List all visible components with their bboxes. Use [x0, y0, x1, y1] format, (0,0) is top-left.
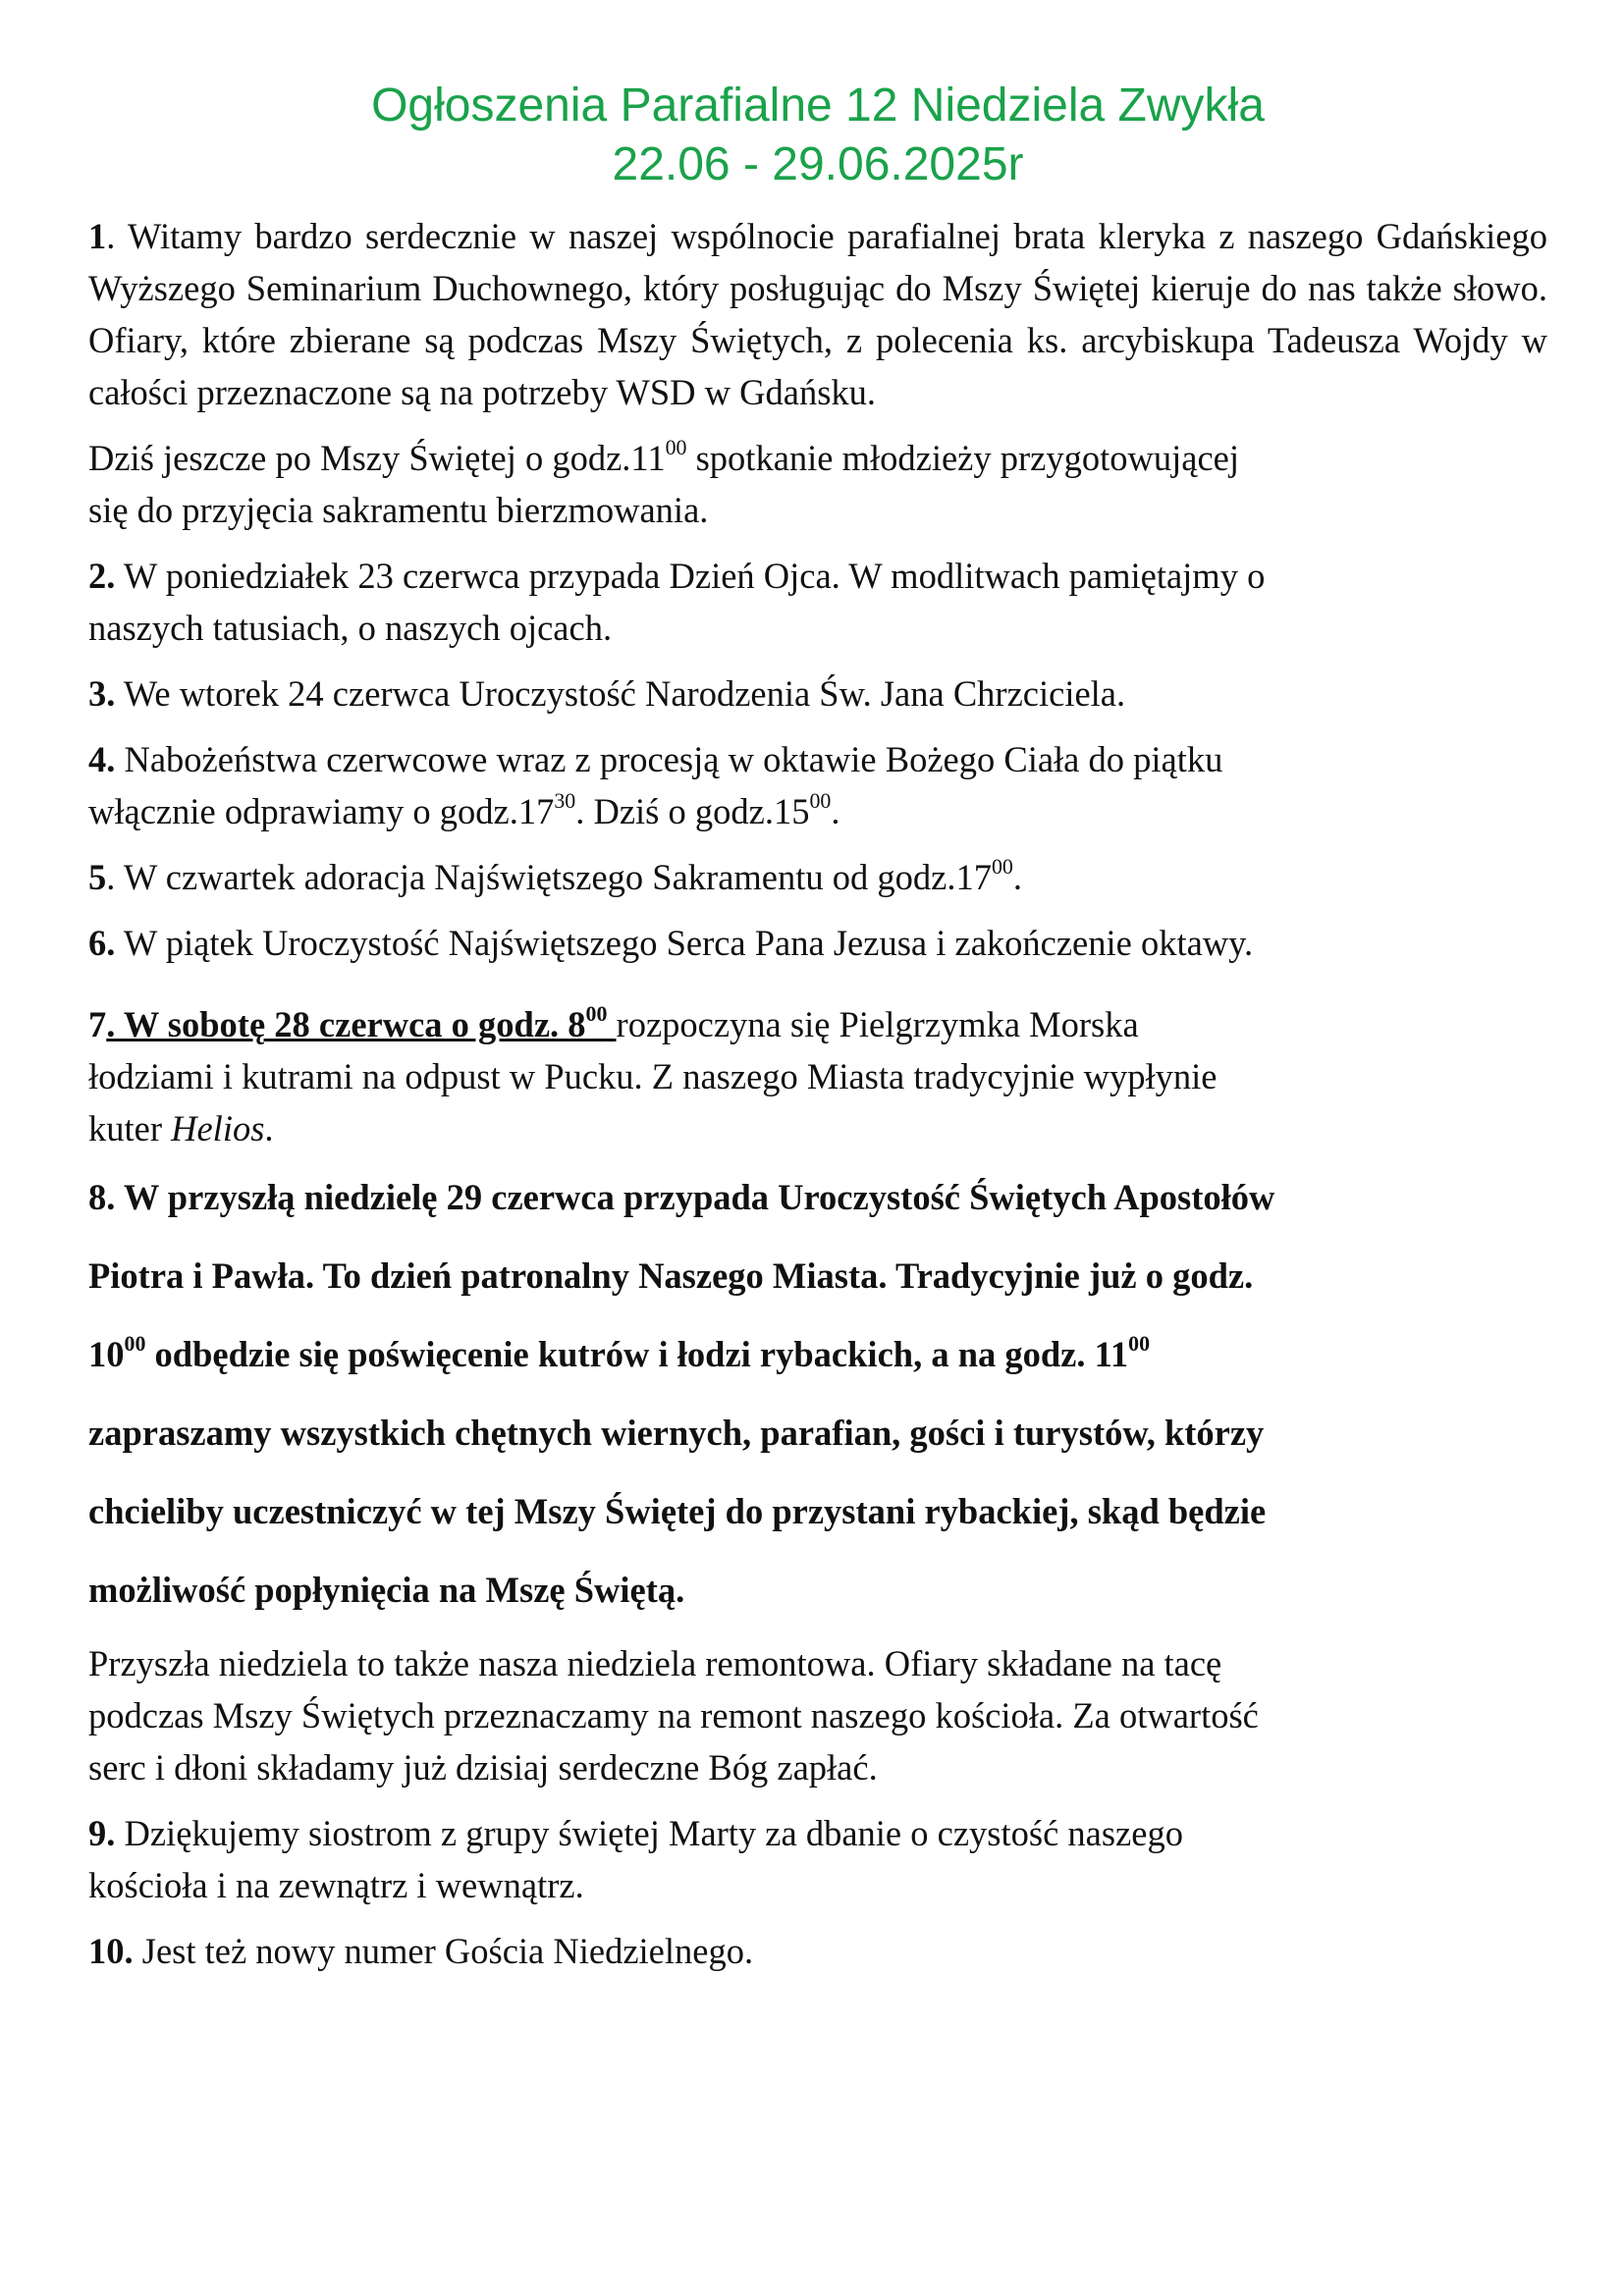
item-number: 3.: [88, 673, 116, 714]
item-number: 7: [88, 1004, 107, 1044]
time-superscript: 00: [991, 854, 1013, 880]
announcement-10: 10. Jest też nowy numer Gościa Niedzielnego.: [88, 1931, 754, 1971]
item-number: 5: [88, 857, 107, 897]
announcement-7: 7. W sobotę 28 czerwca o godz. $8^{00}$ rozpoczyna się Pielgrzymka Morska łodziami i kutrami na odpust w Pucku. Z naszego Miasta tradycyjnie wypłynie kuter Helios.: [88, 1001, 1218, 1148]
announcement-2: 2. W poniedziałek 23 czerwca przypada Dzień Ojca. W modlitwach pamiętajmy o naszych tatusiach, o naszych ojcach.: [88, 556, 1266, 648]
announcement-text: . Witamy bardzo serdecznie w naszej wspólnocie parafialnej brata kleryka z naszego Gdańskiego Wyższego Seminarium Duchownego, który posługując do Mszy Świętej kieruje do nas także słowo. Ofiary, które zbierane są podczas Mszy Świętych, z polecenia ks. arcybiskupa Tadeusza Wojdy w całości przeznaczone są na potrzeby WSD w Gdańsku.: [88, 216, 1547, 412]
item-number: 10.: [88, 1931, 134, 1971]
time-superscript: 30: [554, 788, 576, 814]
item-number: 4.: [88, 739, 116, 779]
announcement-1: [88, 210, 1547, 418]
time-superscript: 00: [124, 1331, 146, 1357]
item-number: 9.: [88, 1813, 116, 1853]
announcement-5: 5. W czwartek adoracja Najświętszego Sakramentu od $godz.17^{00}$.: [88, 854, 1022, 897]
announcement-1-continuation: Dziś jeszcze po Mszy Świętej o $godz.11^{00}$ spotkanie młodzieży przygotowującej się do przyjęcia sakramentu bierzmowania.: [88, 435, 1239, 530]
announcement-page: [88, 77, 1547, 1991]
announcement-9: 9. Dziękujemy siostrom z grupy świętej Marty za dbanie o czystość naszego kościoła i na zewnątrz i wewnątrz.: [88, 1813, 1183, 1905]
announcement-6: 6. W piątek Uroczystość Najświętszego Serca Pana Jezusa i zakończenie oktawy.: [88, 923, 1254, 963]
time-superscript: 00: [665, 435, 687, 460]
boat-name: Helios: [171, 1108, 265, 1148]
pilgrimage-date-highlight: . W sobotę 28 czerwca o godz. $8^{00}$: [106, 1001, 608, 1044]
announcement-8: 8. W przyszłą niedzielę 29 czerwca przypada Uroczystość Świętych Apostołów Piotra i Pawła. To dzień patronalny Naszego Miasta. Tradycyjnie już o godz. $10^{00}$ odbędzie się poświęcenie kutrów i łodzi rybackich, a na godz. $11^{00}$ zapraszamy wszystkich chętnych wiernych, parafian, gości i turystów, którzy chcieliby uczestniczyć w tej Mszy Świętej do przystani rybackiej, skąd będzie możliwość popłynięcia na Mszę Świętą.: [88, 1177, 1275, 1610]
item-number: 2.: [88, 556, 116, 596]
item-number: 1: [88, 216, 107, 256]
announcement-3: 3. We wtorek 24 czerwca Uroczystość Narodzenia Św. Jana Chrzciciela.: [88, 673, 1126, 714]
time-superscript: 00: [1128, 1331, 1151, 1357]
announcement-4: 4. Nabożeństwa czerwcowe wraz z procesją w oktawie Bożego Ciała do piątku włącznie odprawiamy o $godz.17^{30}$. Dziś o $godz.15^{00}$.: [88, 739, 1223, 831]
page-title: [88, 77, 1547, 194]
time-superscript: 00: [809, 788, 832, 814]
title-line-2: 22.06 - 29.06.2025r: [612, 138, 1024, 190]
announcement-8-continuation: Przyszła niedziela to także nasza niedziela remontowa. Ofiary składane na tacę podczas Mszy Świętych przeznaczamy na remont naszego kościoła. Za otwartość serc i dłoni składamy już dzisiaj serdeczne Bóg zapłać.: [88, 1643, 1259, 1788]
time-superscript: 00: [585, 1001, 608, 1027]
title-line-1: Ogłoszenia Parafialne 12 Niedziela Zwykła: [371, 80, 1265, 132]
item-number: 6.: [88, 923, 116, 963]
